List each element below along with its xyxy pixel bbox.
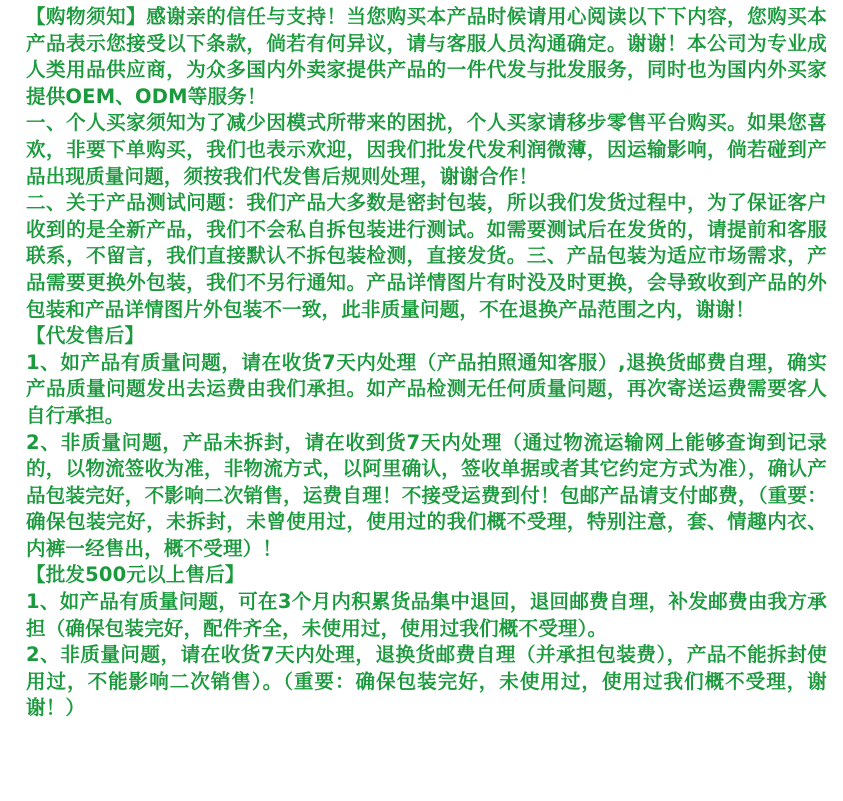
product-testing-paragraph: 二、关于产品测试问题：我们产品大多数是密封包装，所以我们发货过程中，为了保证客户收到的是全新产品，我们不会私自拆包装进行测试。如需要测试后在发货的，请提前和客服联系，不留言，我们直接默认不拆包装检测，直接发货。三、产品包装为适应市场需求，产品需要更换外包装，我们不另行通知。产品详情图片有时没及时更换，会导致收到产品的外包装和产品详情图片外包装不一致，此非质量问题，不在退换产品范围之内，谢谢！ [26, 191, 827, 321]
dropship-non-quality-issue-item: 2、非质量问题，产品未拆封，请在收到货7天内处理（通过物流运输网上能够查询到记录的，以物流签收为准，非物流方式，以阿里确认，签收单据或者其它约定方式为准），确认产品包装完好，不影响二次销售，运费自理！不接受运费到付！包邮产品请支付邮费，（重要：确保包装完好，未拆封，未曾使用过，使用过的我们概不受理，特别注意，套、情趣内衣、内裤一经售出，概不受理）！ [26, 430, 827, 560]
personal-buyer-paragraph: 一、个人买家须知为了减少因模式所带来的困扰，个人买家请移步零售平台购买。如果您喜欢，非要下单购买，我们也表示欢迎，因我们批发代发利润微薄，因运输影响，倘若碰到产品出现质量问题，须按我们代发售后规则处理，谢谢合作！ [26, 111, 827, 188]
dropship-aftersale-heading: 【代发售后】 [26, 324, 145, 348]
notice-intro-paragraph: 【购物须知】感谢亲的信任与支持！当您购买本产品时候请用心阅读以下下内容，您购买本产品表示您接受以下条款，倘若有何异议，请与客服人员沟通确定。谢谢！本公司为专业成人类用品供应商，为众多国内外卖家提供产品的一件代发与批发服务，同时也为国内外买家提供OEM、ODM等服务！ [26, 5, 827, 108]
wholesale-non-quality-issue-item: 2、非质量问题，请在收货7天内处理，退换货邮费自理（并承担包装费），产品不能拆封使用过，不能影响二次销售）。（重要：确保包装完好，未使用过，使用过我们概不受理，谢谢！） [26, 643, 827, 720]
wholesale-aftersale-heading: 【批发500元以上售后】 [26, 563, 245, 587]
dropship-quality-issue-item: 1、如产品有质量问题，请在收货7天内处理（产品拍照通知客服）,退换货邮费自理，确实产品质量问题发出去运费由我们承担。如产品检测无任何质量问题，再次寄送运费需要客人自行承担。 [26, 350, 827, 427]
wholesale-quality-issue-item: 1、如产品有质量问题，可在3个月内积累货品集中退回，退回邮费自理，补发邮费由我方承担（确保包装完好，配件齐全，未使用过，使用过我们概不受理）。 [26, 590, 827, 640]
